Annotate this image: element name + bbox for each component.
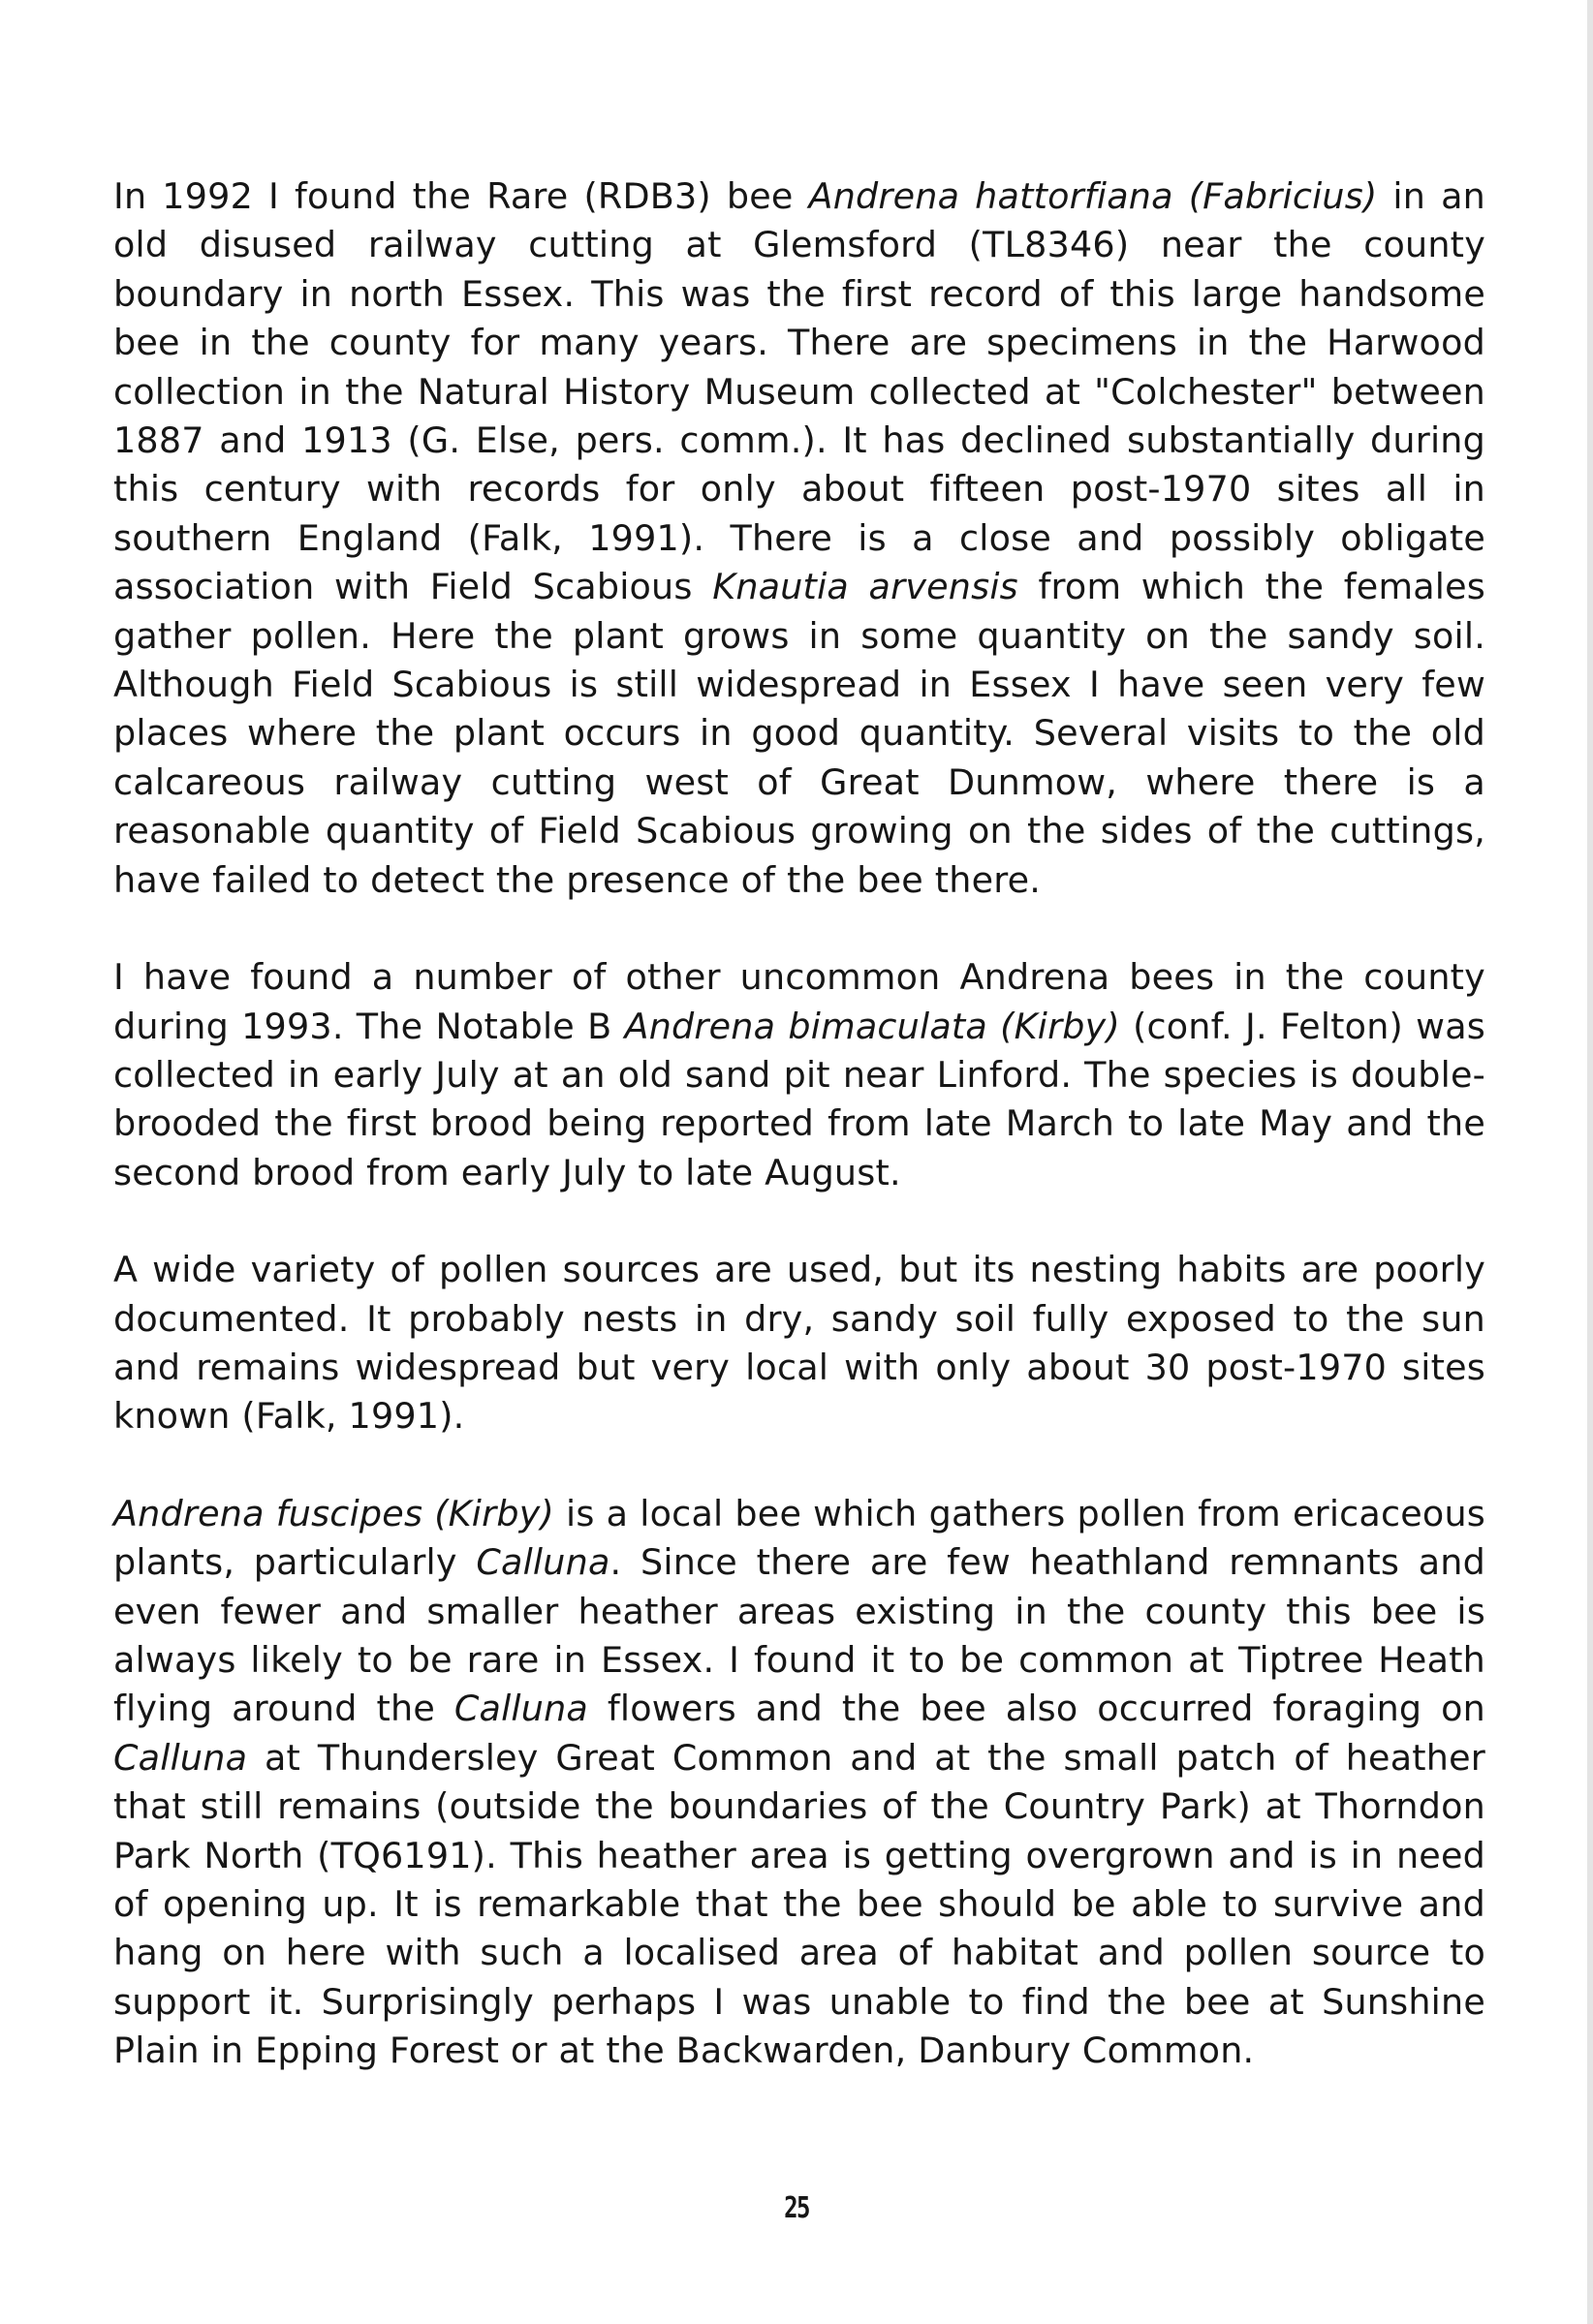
text-run: is a local bee which gathers pollen from ericaceous plants, particularly: [113, 1492, 1486, 1584]
text-run: (conf. J. Felton) was collected in early July at an old sand pit near Linford. The species is double-brooded the first brood being reported from late March to late May and the second brood from early July to late August.: [113, 1005, 1485, 1193]
paragraph-andrena-hattorfiana: [113, 172, 1485, 905]
article-body: [113, 172, 1485, 2124]
plant-name: Calluna: [453, 1688, 588, 1730]
text-run: in an old disused railway cutting at Glemsford (TL8346) near the county boundary in north Essex. This was the first record of this large handsome bee in the county for many years. There are specimens in the Harwood collection in the Natural History Museum collected at "Colchester" between 1887 and 1913 (G. Else, pers. comm.). It has declined substantially during this century with records for only about fifteen post-1970 sites all in southern England (Falk, 1991). There is a close and possibly obligate association with Field Scabious: [113, 175, 1485, 608]
text-run: . Since there are few heathland remnants and even fewer and smaller heather areas existing in the county this bee is always likely to be rare in Essex. I found it to be common at Tiptree Heath flying around the: [113, 1541, 1485, 1730]
species-name: Andrena hattorfiana (Fabricius): [808, 175, 1378, 217]
page-number: 25: [784, 2191, 809, 2225]
plant-name: Calluna: [476, 1541, 610, 1584]
text-run: A wide variety of pollen sources are used, but its nesting habits are poorly documented. It probably nests in dry, sandy soil fully exposed to the sun and remains widespread but very local with only about 30 post-1970 sites known (Falk, 1991).: [113, 1249, 1485, 1438]
page-edge: [1587, 0, 1593, 2324]
paragraph-andrena-fuscipes: [113, 1490, 1485, 2076]
species-name: Knautia arvensis: [712, 566, 1018, 608]
species-name: Andrena fuscipes (Kirby): [113, 1492, 554, 1534]
text-run: In 1992 I found the Rare (RDB3) bee: [113, 175, 809, 217]
text-run: flowers and the bee also occurred foraging on: [588, 1688, 1485, 1730]
text-run: at Thundersley Great Common and at the small patch of heather that still remains (outside the boundaries of the Country Park) at Thorndon Park North (TQ6191). This heather area is getting overgrown and is in need of opening up. It is remarkable that the bee should be able to survive and hang on here with such a localised area of habitat and pollen source to support it. Surprisingly perhaps I was unable to find the bee at Sunshine Plain in Epping Forest or at the Backwarden, Danbury Common.: [113, 1736, 1485, 2072]
text-run: from which the females gather pollen. Here the plant grows in some quantity on the sandy soil. Although Field Scabious is still widespread in Essex I have seen very few places where the plant occurs in good quantity. Several visits to the old calcareous railway cutting west of Great Dunmow, where there is a reasonable quantity of Field Scabious growing on the sides of the cuttings, have failed to detect the presence of the bee there.: [113, 566, 1485, 901]
paragraph-pollen-sources: [113, 1246, 1485, 1441]
species-name: Andrena bimaculata (Kirby): [624, 1005, 1120, 1047]
paragraph-andrena-bimaculata: [113, 953, 1485, 1197]
text-run: I have found a number of other uncommon Andrena bees in the county during 1993. The Notable B: [113, 956, 1485, 1047]
plant-name: Calluna: [113, 1736, 248, 1779]
